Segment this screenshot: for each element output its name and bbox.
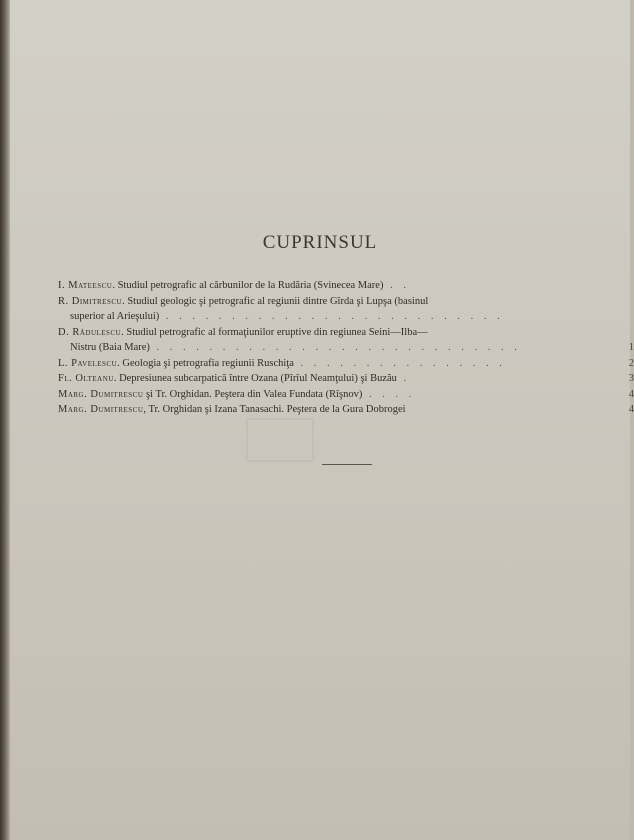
toc-entry (58, 294, 626, 310)
toc-entry-continuation (58, 340, 634, 356)
toc-author: L. Pavelescu (58, 357, 118, 369)
toc-author: Marg. Dumitrescu (58, 404, 144, 415)
toc-entry (58, 387, 634, 403)
page-title: CUPRINSUL (262, 232, 378, 253)
toc-title: superior al Arieşului) (70, 311, 160, 322)
toc-leader: . (396, 373, 411, 384)
toc-leader: . . . . (362, 388, 416, 400)
toc-title: . Depresiunea subcarpatică între Ozana (Pîrîul Neamţului) şi Buzău (113, 373, 397, 384)
toc-author: R. Dimitrescu (58, 295, 123, 307)
toc-title: . Studiul petrografic al formaţiunilor eruptive din regiunea Seini—Ilba— (121, 326, 428, 338)
toc-leader: . . (383, 280, 410, 291)
section-divider (322, 464, 372, 465)
book-page (10, 0, 634, 840)
toc-author: Fl. Olteanu (58, 373, 114, 384)
watermark-logo (246, 418, 314, 462)
toc-entry (58, 371, 634, 387)
toc-author: D. Rădulescu (58, 326, 122, 338)
toc-entry (58, 325, 626, 341)
toc-entry (58, 356, 634, 372)
toc-author: I. Mateescu (58, 280, 113, 291)
toc-entry (58, 402, 634, 418)
toc-leader: . . . . . . . . . . . . . . . . . . . . . . . . . . . . (149, 342, 521, 353)
toc-page-number: 2 (628, 357, 634, 369)
toc-author: Marg. Dumitrescu (58, 388, 144, 400)
toc-title: , Tr. Orghidan şi Izana Tanasachi. Peştera de la Gura Dobrogei (143, 404, 406, 415)
toc-title: . Studiul geologic şi petrografic al regiunii dintre Gîrda şi Lupşa (basinul (122, 295, 429, 307)
toc-page-number: 4 (628, 388, 634, 400)
toc-page-number: 1 (628, 342, 634, 353)
book-spine-edge (0, 0, 10, 840)
toc-entry-continuation (58, 309, 626, 325)
toc-entry (58, 278, 626, 294)
toc-title: . Geologia şi petrografia regiunii Ruschiţa (117, 357, 294, 369)
toc-page-number: 4 (628, 404, 634, 415)
toc-title: . Studiul petrografic al cărbunilor de la Rudăria (Svinecea Mare) (112, 280, 384, 291)
toc-title: Nistru (Baia Mare) (70, 342, 150, 353)
toc-page-number: 3 (628, 373, 634, 384)
table-of-contents (58, 278, 634, 418)
toc-title: şi Tr. Orghidan. Peştera din Valea Fundata (Rîşnov) (143, 388, 363, 400)
toc-leader: . . . . . . . . . . . . . . . . . . . . . . . . . . (159, 311, 504, 322)
toc-leader: . . . . . . . . . . . . . . . . (293, 357, 506, 369)
